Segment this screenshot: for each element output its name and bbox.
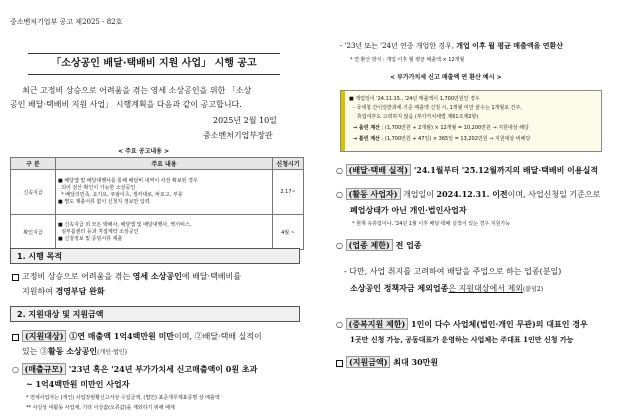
row-category: 신속지급: [11, 170, 56, 215]
main-content-table: [10, 157, 304, 250]
exclusion-heading: ○ (업종 제한) 전 업종: [336, 240, 422, 250]
duplicate-line-2: 1곳만 신청 가능, 공동대표가 운영하는 사업체는 주대표 1인만 신청 가능: [350, 335, 574, 344]
checkbox-square-icon: [336, 360, 343, 367]
example-accent-bar: [341, 91, 345, 151]
example-caption: < 부가가치세 신고 매출액 연 환산 예시 >: [390, 74, 502, 81]
table-row: [11, 215, 304, 250]
example-line: - 국세청 간이일반과세 기준 매출액 신청 시, 1개월 미만 끝수는 1개월로 간주,: [353, 105, 522, 111]
list-item: * 배달의민족, 요기요, 쿠팡이츠, 생각대로, 바로고, 부릉: [61, 192, 183, 198]
exclusion-line-1: - 다만, 사업 취지를 고려하여 배달을 주업으로 하는 업종(분일): [344, 267, 562, 276]
duplicate-line-1: ○ (중복지원 제한) 1인이 다수 사업체(법인·개인 무관)의 대표인 경우: [336, 319, 588, 329]
target-line-2: 있는 ③활동 소상공인(개인·법인): [22, 346, 127, 356]
target-line-1: (지원대상) ①연 매출액 1억4백만원 미만이며, ②배달·택배 실적이: [12, 332, 262, 341]
list-item: ■ 신청정보 및 증빙서류 제출: [58, 235, 123, 242]
exclusion-line-2: 소상공인 정책자금 제외업종은 지원대상에서 제외(붙임2): [350, 283, 544, 293]
list-item: 심부름센터 등과 직접계약 소상공인: [61, 228, 139, 235]
footnote-1: * 면세사업자는 (개인) 사업장현황신고서상 수입금액, (법인) 표준재무제표증명 상 매출액: [26, 395, 220, 401]
ministry-name: 중소벤처기업부장관: [203, 131, 273, 140]
example-line: ■ 개업일이 '24.11.15., '24년 매출액이 1,700만원인 경우: [349, 96, 480, 102]
notice-date: 2025년 2월 10일: [213, 116, 277, 125]
intro-line-2: 공인 배달·택배비 지원 사업」 시행계획을 다음과 같이 공고합니다.: [10, 100, 242, 109]
active-note: * 현재 유휴업이나, '24년 1월 이후 배달·택배 실적이 있는 경우 지원가능: [352, 221, 511, 227]
intro-line-1: 최근 고정비 상승으로 어려움을 겪는 영세 소상공인을 위한 「소상: [22, 86, 252, 95]
section-1-heading: 1. 시행 목적: [10, 248, 300, 264]
table-row: [11, 170, 304, 215]
purpose-line-2: 지원하여 경영부담 완화: [22, 286, 105, 296]
row-content: [56, 170, 273, 215]
checkbox-square-icon: [12, 334, 19, 341]
row-content: [56, 215, 273, 250]
table-caption: < 주요 공고내용 >: [118, 148, 170, 155]
row-category: 확인지급: [11, 215, 56, 250]
list-item: ■ 배달앱 및 배달대행사를 통해 배달비 내역이 사전 확보된 경우: [58, 178, 198, 184]
purpose-line-1: 고정비 상승으로 어려움을 겪는 영세 소상공인에 배달·택배비를: [12, 272, 241, 281]
checkbox-square-icon: [12, 274, 19, 281]
table-header: 구 분: [11, 158, 56, 170]
delivery-criteria: ○ (배달·택배 실적) '24.1월부터 '25.12월까지의 배달·택배비 이용실적: [336, 165, 599, 175]
section-2-heading: 2. 지원대상 및 지원금액: [10, 306, 300, 322]
active-line-2: 폐업상태가 아닌 개인·법인사업자: [350, 205, 467, 215]
right-column: [330, 0, 617, 420]
table-header: 주요 내용: [56, 158, 273, 170]
doc-number: 중소벤처기업부 공고 제2025 - 82호: [10, 18, 123, 26]
row-period: 2.17~: [273, 170, 304, 215]
amount-line: (지원금액) 최대 30만원: [336, 358, 438, 367]
table-header: 신청시기: [273, 158, 304, 170]
row-period: 4월 ~: [273, 215, 304, 250]
annualize-note: * 연 환산 방식 : 개업 이후 월 평균 매출액 × 12개월: [350, 57, 465, 63]
sales-line-2: ~ 1억4백만원 미만인 사업자: [26, 379, 130, 389]
left-column: [0, 0, 306, 420]
example-line: → 올린 계산 : (1,700만원 ÷ 2개월) × 12개월 = 10,200만원 → 지원대상 해당: [353, 125, 529, 131]
example-line: → 틀린 계산 : (1,700만원 ÷ 47일) × 365일 = 13,202만원 → 지원대상 비해당: [353, 136, 531, 142]
example-line: 휴업여부도 고려하지 않음 (부가가치세법 제61조제2항): [357, 114, 479, 120]
notice-title: 「소상공인 배달·택배비 지원 사업」 시행 공고: [28, 53, 280, 75]
list-item: ■ 별도 제출서류 없이 신청지 정보만 입력: [58, 199, 150, 205]
annualize-rule: - '23년 또는 '24년 연중 개업한 경우, 개업 이후 월 평균 매출액을 연환산: [340, 41, 564, 50]
list-item: ■ 신속지급 외 모든 택배사, 배달앱 및 배달대행사, 퀵서비스,: [58, 221, 192, 228]
active-line-1: ○ (활동 사업자) 개업일이 2024.12.31. 이전이며, 사업신청일 기준으로: [336, 189, 601, 199]
footnote-2: ** 사실상 비활동 사업체, 기타 이상값(오류값)을 제외하기 위해 배제: [26, 405, 175, 411]
example-box: [340, 90, 602, 152]
sales-line-1: ○ (매출규모) '23년 혹은 '24년 부가가치세 신고매출액이 0원 초과: [12, 364, 258, 374]
list-item: 되어 전산 확인이 가능한 소상공인: [61, 185, 136, 191]
